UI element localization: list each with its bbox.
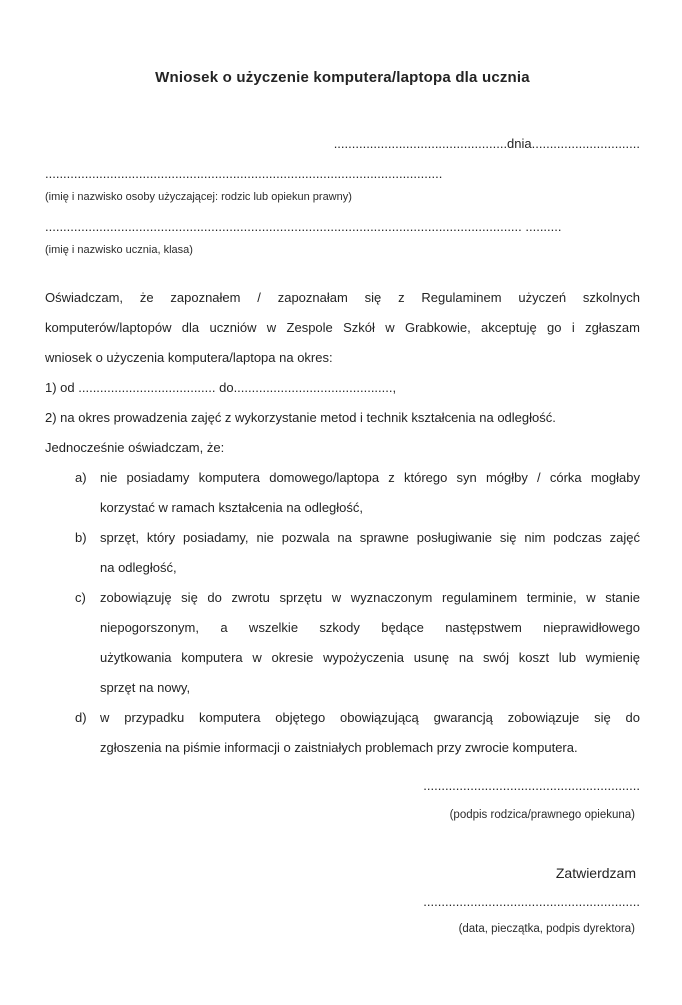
- student-name-fill-line: .................................................................................................................................... ..........: [45, 219, 562, 234]
- list-marker-d: d): [75, 710, 87, 725]
- list-item-line: sprzęt, który posiadamy, nie pozwala na sprawne posługiwanie się nim podczas zajęć: [100, 530, 640, 545]
- list-item-line: zobowiązuję się do zwrotu sprzętu w wyznaczonym regulaminem terminie, w stanie: [100, 590, 640, 605]
- list-marker-a: a): [75, 470, 87, 485]
- document-title: Wniosek o użyczenie komputera/laptopa dla ucznia: [155, 69, 530, 86]
- declaration-line: wniosek o użyczenia komputera/laptopa na okres:: [45, 350, 333, 365]
- list-item-line: na odległość,: [100, 560, 177, 575]
- list-item-d: [45, 703, 640, 763]
- declaration-paragraph: [45, 283, 640, 373]
- borrower-name-caption: (imię i nazwisko osoby użyczającej: rodzic lub opiekun prawny): [45, 191, 352, 203]
- approval-block: [45, 861, 640, 937]
- list-item-line: w przypadku komputera objętego obowiązującą gwarancją zobowiązuje się do: [100, 710, 640, 725]
- also-declare-line: Jednocześnie oświadczam, że:: [45, 440, 225, 455]
- date-fill-line: ................................................dnia..............................: [333, 136, 640, 151]
- declaration-line: Oświadczam, że zapoznałem / zapoznałam się z Regulaminem użyczeń szkolnych: [45, 290, 640, 305]
- approval-caption: (data, pieczątka, podpis dyrektora): [458, 923, 635, 935]
- student-name-caption: (imię i nazwisko ucznia, klasa): [45, 244, 193, 256]
- list-item-a: [45, 463, 640, 523]
- list-marker-c: c): [75, 590, 86, 605]
- period-from-to-fill-line: 1) od ...................................... do............................................,: [45, 380, 397, 395]
- borrower-name-fill-line: ..............................................................................................................: [45, 166, 443, 181]
- list-item-line: sprzęt na nowy,: [100, 680, 191, 695]
- parent-signature-fill-line: ............................................................: [423, 778, 640, 793]
- parent-signature-block: [45, 777, 640, 823]
- list-item-line: użytkowania komputera w okresie wypożyczenia usunę na swój koszt lub wymienię: [100, 650, 640, 665]
- declaration-line: komputerów/laptopów dla uczniów w Zespole Szkół w Grabkowie, akceptuję go i zgłaszam: [45, 320, 640, 335]
- parent-signature-caption: (podpis rodzica/prawnego opiekuna): [449, 809, 635, 821]
- approval-signature-fill-line: ............................................................: [423, 894, 640, 909]
- list-item-c: [45, 583, 640, 703]
- list-item-line: niepogorszonym, a wszelkie szkody będące następstwem nieprawidłowego: [100, 620, 640, 635]
- approval-title: Zatwierdzam: [555, 865, 636, 881]
- period-remote-learning-line: 2) na okres prowadzenia zajęć z wykorzystanie metod i technik kształcenia na odległość.: [45, 410, 556, 425]
- list-marker-b: b): [75, 530, 87, 545]
- list-item-line: nie posiadamy komputera domowego/laptopa z którego syn mógłby / córka mogłaby: [100, 470, 640, 485]
- list-item-line: korzystać w ramach kształcenia na odległość,: [100, 500, 364, 515]
- list-item-b: [45, 523, 640, 583]
- list-item-line: zgłoszenia na piśmie informacji o zaistniałych problemach przy zwrocie komputera.: [100, 740, 578, 755]
